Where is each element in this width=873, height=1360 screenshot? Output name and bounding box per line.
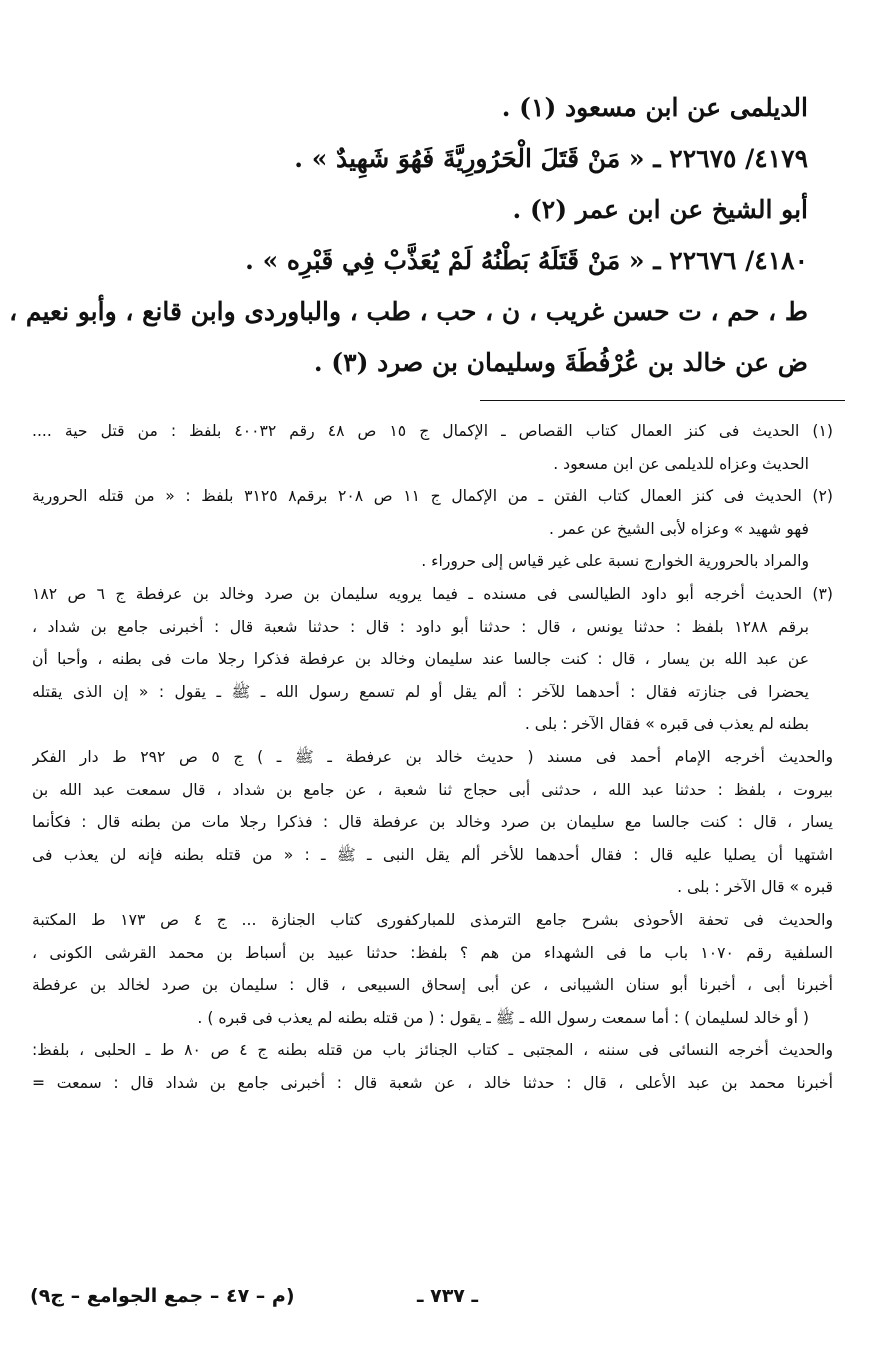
footnote-line: أخبرنا أبى ، أخبرنا أبو سنان الشيبانى ، عن أبى إسحاق السبيعى ، قال : سليمان بن صرد لخالد بن عرفطة bbox=[32, 976, 833, 995]
footnote-line: (٢) الحديث فى كنز العمال كتاب الفتن ـ من الإكمال ج ١١ ص ٢٠٨ برقم٨ ٣١٢٥ بلفظ : « من قتله الحرورية bbox=[32, 487, 833, 506]
footnote-line: (١) الحديث فى كنز العمال كتاب القصاص ـ الإكمال ج ١٥ ص ٤٨ رقم ٤٠٠٣٢ بلفظ : من قتل حية .... bbox=[32, 422, 833, 440]
footnote-line: أخبرنا محمد بن عبد الأعلى ، قال : حدثنا خالد ، عن شعبة قال : أخبرنى جامع بن شداد قال : سمعت = bbox=[32, 1073, 833, 1092]
footnote-line: يحضرا فى جنازته فقال : أحدهما للآخر : ألم يقل أو لم تسمع رسول الله ـ ﷺ ـ يقول : « إن الذى يقتله bbox=[32, 682, 809, 701]
footnote-line: اشتهيا أن يصليا عليه قال : فقال أحدهما للأخر ألم يقل النبى ـ ﷺ ـ : « من قتله بطنه فإنه لن يعذب فى bbox=[32, 845, 833, 864]
footnote-line: برقم ١٢٨٨ بلفظ : حدثنا يونس ، قال : حدثنا أبو داود : قال : حدثنا شعبة قال : أخبرنى جامع بن شداد ، bbox=[32, 617, 809, 636]
footnote-line: الحديث وعزاه للديلمى عن ابن مسعود . bbox=[553, 454, 809, 473]
footnote-line: (٣) الحديث أخرجه أبو داود الطيالسى فى مسنده ـ فيما يرويه سليمان بن صرد وخالد بن عرفطة ج ٦ ص ١٨٢ bbox=[32, 584, 833, 603]
main-line: ض عن خالد بن عُرْفُطَةَ وسليمان بن صرد (٣) . bbox=[313, 348, 808, 377]
hadith-line: ٤١٨٠/ ٢٢٦٧٦ ـ « مَنْ قَتَلَهُ بَطْنُهُ لَمْ يُعَذَّبْ فِي قَبْرِه » . bbox=[245, 246, 808, 275]
main-line: أبو الشيخ عن ابن عمر (٢) . bbox=[512, 195, 808, 224]
footnote-line: السلفية رقم ١٠٧٠ باب ما فى الشهداء من هم ؟ بلفظ: حدثنا عبيد بن أسباط بن محمد القرشى الكونى ، bbox=[32, 943, 833, 962]
footnote-divider bbox=[480, 400, 845, 401]
footnote-line: يسار ، قال : كنت جالسا مع سليمان بن صرد وخالد بن عرفطة قال : فذكرا رجلا مات من بطنه قال : فكأنما bbox=[32, 813, 833, 832]
hadith-line: ٤١٧٩/ ٢٢٦٧٥ ـ « مَنْ قَتَلَ الْحَرُورِيَّةَ فَهُوَ شَهِيدٌ » . bbox=[294, 144, 808, 173]
footnote-line: والمراد بالحرورية الخوارج نسبة على غير قياس إلى حروراء . bbox=[421, 552, 809, 571]
main-line: ط ، حم ، ت حسن غريب ، ن ، حب ، طب ، والباوردى وابن قانع ، وأبو نعيم ، bbox=[9, 297, 808, 326]
footnote-line: والحديث أخرجه الإمام أحمد فى مسند ( حديث خالد بن عرفطة ـ ﷺ ـ ) ج ٥ ص ٢٩٢ ط دار الفكر bbox=[32, 747, 833, 766]
footnote-line: بيروت ، بلفظ : حدثنا عبد الله ، حدثنى أبى حجاج ثنا شعبة ، عن جامع بن شداد ، قال سمعت عبد الله بن bbox=[32, 780, 833, 799]
footnote-line: قبره » قال الآخر : بلى . bbox=[677, 878, 833, 897]
footnotes bbox=[32, 415, 833, 1099]
page-number: ـ ٧٣٧ ـ bbox=[416, 1285, 478, 1307]
footnote-line: عن عبد الله بن يسار ، قال : كنت جالسا عند سليمان وخالد بن عرفطة فذكرا رجلا مات فى بطنه ، وأحبا أن bbox=[32, 650, 809, 669]
footnote-line: والحديث أخرجه النسائى فى سننه ، المجتبى ـ كتاب الجنائز باب من قتله بطنه ج ٤ ص ٨٠ ط ـ الحلبى ، بلفظ: bbox=[32, 1041, 833, 1060]
main-line: الديلمى عن ابن مسعود (١) . bbox=[501, 93, 808, 122]
footnote-line: بطنه لم يعذب فى قبره » فقال الآخر : بلى . bbox=[524, 715, 809, 734]
main-text bbox=[9, 82, 808, 388]
footnote-line: ( أو خالد لسليمان ) : أما سمعت رسول الله ـ ﷺ ـ يقول : ( من قتله بطنه لم يعذب فى قبره ) . bbox=[197, 1008, 809, 1027]
signature-mark: (م – ٤٧ – جمع الجوامع – ج٩) bbox=[30, 1285, 295, 1307]
footnote-line: والحديث فى تحفة الأحوذى بشرح جامع الترمذى للمباركفورى كتاب الجنازة ... ج ٤ ص ١٧٣ ط المكتبة bbox=[32, 910, 833, 929]
footnote-line: فهو شهيد » وعزاه لأبى الشيخ عن عمر . bbox=[548, 519, 809, 538]
